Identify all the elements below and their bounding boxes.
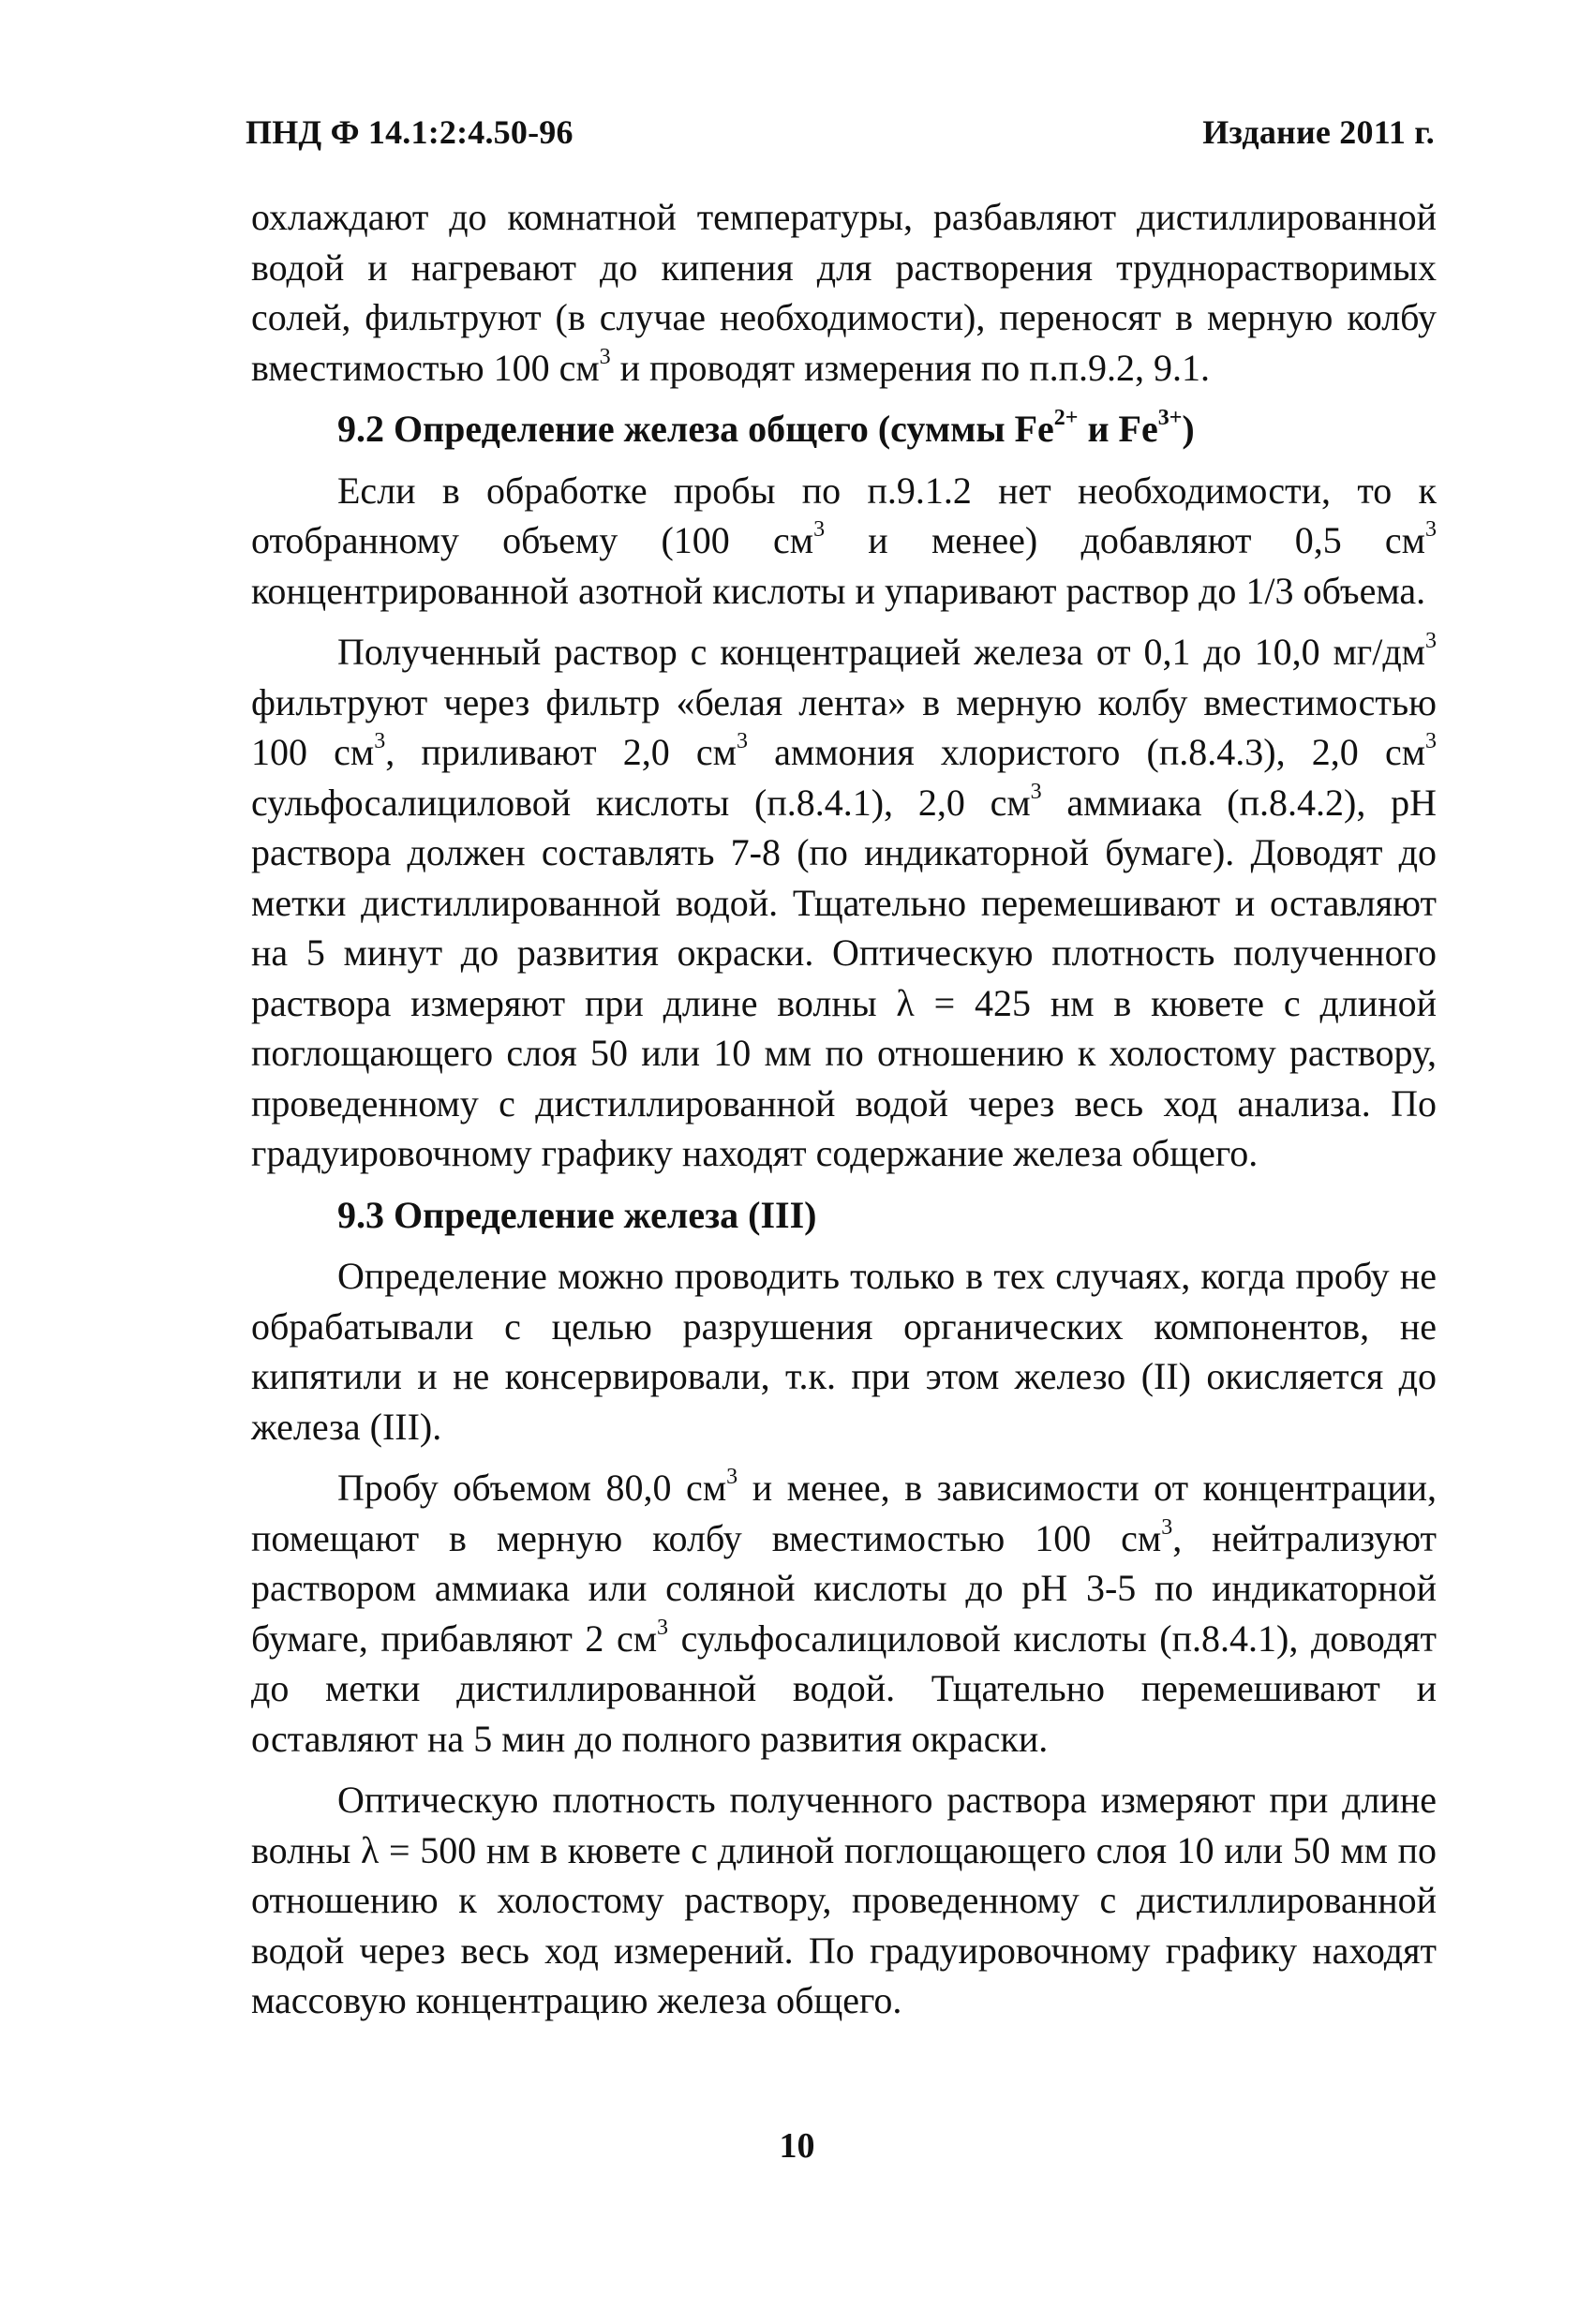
superscript: 3 [1161, 1514, 1173, 1540]
page-body [251, 192, 1437, 2037]
superscript: 3 [599, 344, 611, 369]
heading-text: и Fe [1078, 408, 1158, 450]
superscript: 3 [657, 1615, 669, 1640]
text-run: , нейтрализуют раствором аммиака или соляной кислоты до pH 3-5 по индикаторной бумаге, прибавляют 2 см [251, 1516, 1437, 1660]
text-run: сульфосалициловой кислоты (п.8.4.1), доводят до метки дистиллированной водой. Тщательно перемешивают и оставляют на 5 мин до полного развития окраски. [251, 1616, 1437, 1760]
superscript: 3 [1425, 517, 1437, 542]
text-run: Полученный раствор с концентрацией железа от 0,1 до 10,0 мг/дм [337, 631, 1425, 673]
text-run: , приливают 2,0 см [385, 731, 737, 773]
document-code: ПНД Ф 14.1:2:4.50-96 [246, 113, 574, 151]
heading-text: ) [1182, 408, 1195, 450]
text-run: и менее, в зависимости от концентрации, помещают в мерную колбу вместимостью 100 см [251, 1467, 1437, 1559]
text-run: концентрированной азотной кислоты и упаривают раствор до 1/3 объема. [251, 569, 1426, 612]
superscript: 3 [813, 517, 826, 542]
superscript: 3 [374, 729, 386, 753]
text-run: сульфосалициловой кислоты (п.8.4.1), 2,0 см [251, 781, 1031, 824]
page-number: 10 [779, 2126, 815, 2166]
text-run: и проводят измерения по п.п.9.2, 9.1. [610, 346, 1211, 389]
superscript: 3 [1030, 779, 1042, 804]
text-run: Пробу объемом 80,0 см [337, 1467, 727, 1509]
paragraph: Определение можно проводить только в тех случаях, когда пробу не обрабатывали с целью разрушения органических компонентов, не кипятили и не консервировали, т.к. при этом железо (II) окисляется до железа (III). [251, 1255, 1437, 1448]
text-run: фильтруют через фильтр «белая лента» в мерную колбу вместимостью 100 см [251, 680, 1437, 773]
text-run: охлаждают до комнатной температуры, разбавляют дистиллированной водой и нагревают до кипения для растворения труднорастворимых солей, фильтруют (в случае необходимости), переносят в мерную колбу вместимостью 100 см [251, 196, 1437, 389]
paragraph [251, 1463, 1437, 1764]
text-run: аммония хлористого (п.8.4.3), 2,0 см [747, 731, 1426, 773]
paragraph-continuation [251, 192, 1437, 393]
superscript: 3 [736, 729, 748, 753]
paragraph: Оптическую плотность полученного раствора измеряют при длине волны λ = 500 нм в кювете с длиной поглощающего слоя 10 или 50 мм по отношению к холостому раствору, проведенному с дистиллированной водой через весь ход измерений. По градуировочному графику находят массовую концентрацию железа общего. [251, 1779, 1437, 2021]
superscript: 3 [1425, 729, 1438, 753]
superscript: 3+ [1157, 406, 1183, 430]
text-run: Если в обработке пробы по п.9.1.2 нет необходимости, то к отобранному объему (100 см [251, 469, 1437, 561]
superscript: 2+ [1053, 406, 1079, 430]
section-heading-9-2 [251, 404, 1437, 454]
superscript: 3 [726, 1465, 738, 1489]
section-heading-9-3: 9.3 Определение железа (III) [337, 1193, 817, 1236]
edition-label: Издание 2011 г. [1202, 113, 1435, 151]
paragraph [251, 466, 1437, 617]
text-run: и менее) добавляют 0,5 см [825, 519, 1425, 561]
paragraph [251, 627, 1437, 1179]
superscript: 3 [1425, 629, 1437, 653]
heading-text: 9.2 Определение железа общего (суммы Fe [337, 408, 1054, 450]
text-run: аммиака (п.8.4.2), pH раствора должен составлять 7-8 (по индикаторной бумаге). Доводят до метки дистиллированной водой. Тщательно перемешивают и оставляют на 5 минут до развития окраски. Оптическую плотность полученного раствора измеряют при длине волны λ = 425 нм в кювете с длиной поглощающего слоя 50 или 10 мм по отношению к холостому раствору, проведенному с дистиллированной водой через весь ход анализа. По градуировочному графику находят содержание железа общего. [251, 781, 1438, 1174]
